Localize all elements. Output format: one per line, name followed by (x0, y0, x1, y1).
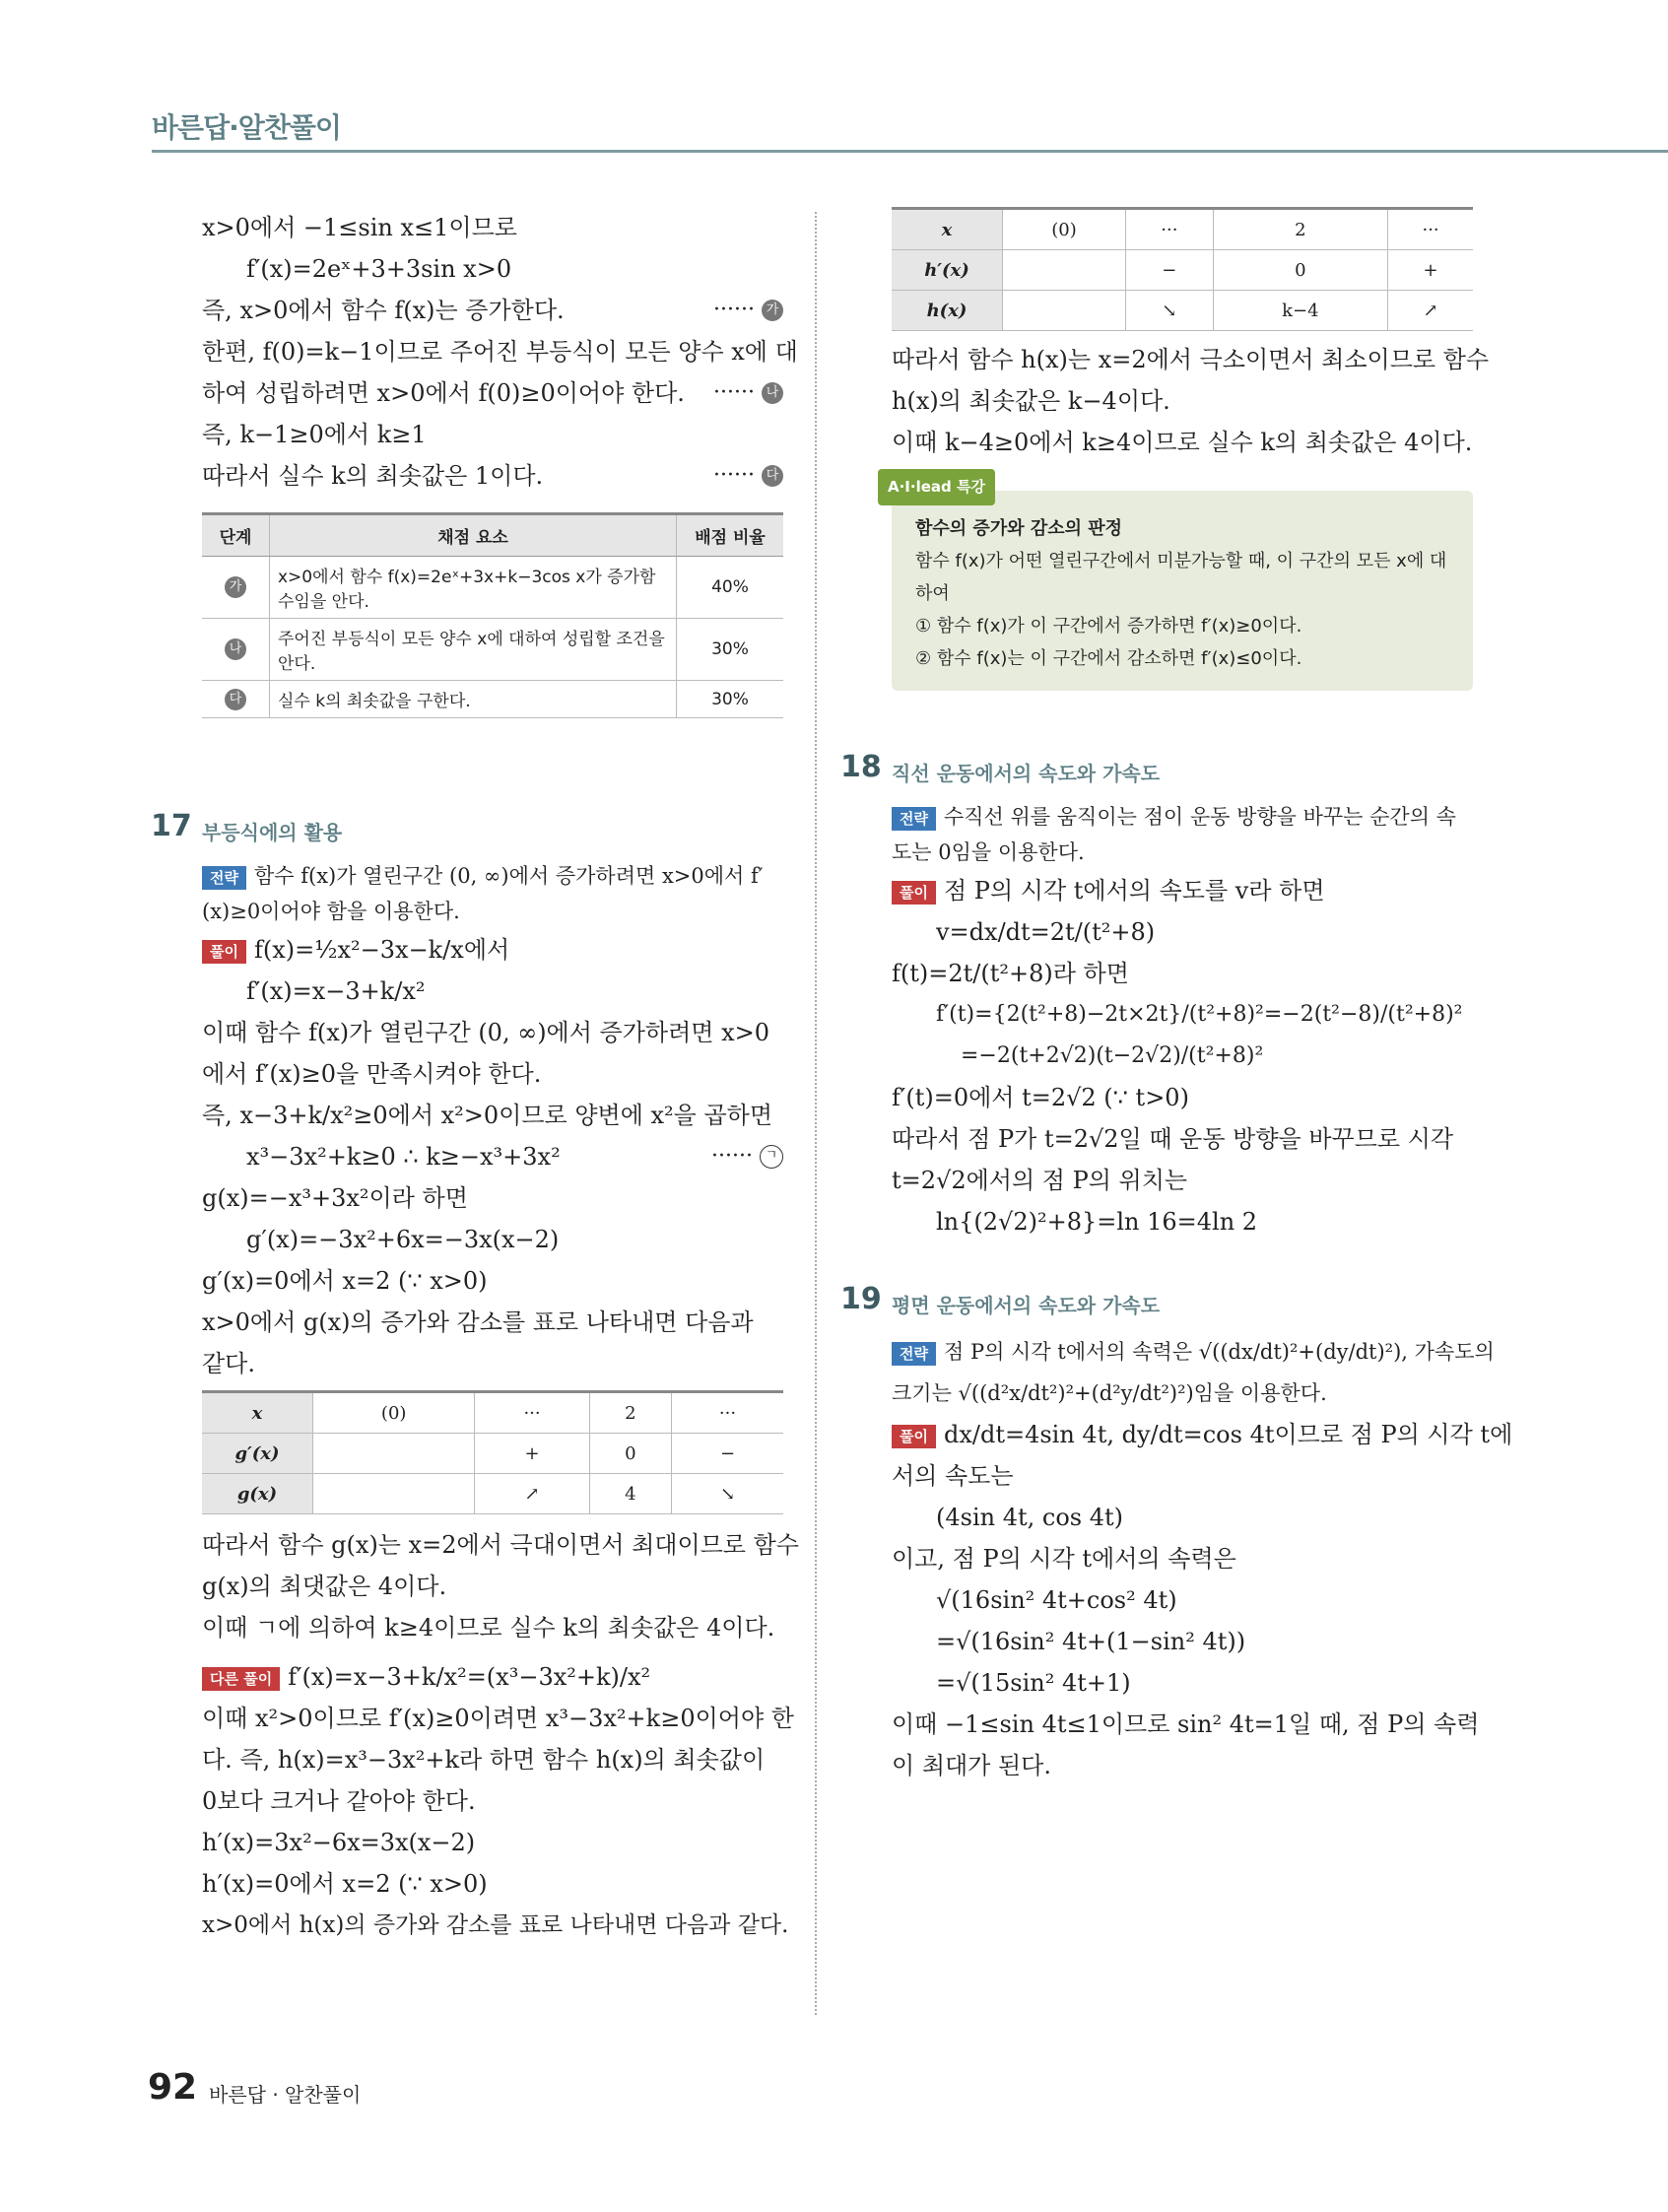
score-item: x>0에서 함수 f(x)=2eˣ+3x+k−3cos x가 증가함수임을 안다. (270, 557, 677, 619)
text-line: =−2(t+2√2)(t−2√2)/(t²+8)² (961, 1043, 1264, 1068)
score-header: 채점 요소 (270, 514, 677, 557)
table-cell (1003, 291, 1126, 331)
score-header: 단계 (202, 514, 270, 557)
table-cell: 2 (1213, 209, 1388, 250)
solution-tag: 풀이 (202, 940, 246, 964)
table-row (202, 1474, 783, 1514)
text-line: 하여 성립하려면 x>0에서 f(0)≥0이어야 한다. ······ 나 (202, 372, 783, 414)
text-line: h′(x)=3x²−6x=3x(x−2) (202, 1829, 476, 1856)
text-line: 이때 x²>0이므로 f′(x)≥0이려면 x³−3x²+k≥0이어야 한 (202, 1705, 794, 1732)
table-cell: (0) (1003, 209, 1126, 250)
strategy-tag: 전략 (202, 866, 246, 890)
table-cell: + (475, 1434, 589, 1474)
text-line: v=dx/dt=2t/(t²+8) (936, 918, 1156, 946)
equation-marker: ······ ㄱ (711, 1136, 783, 1177)
table-cell: − (672, 1434, 783, 1474)
page-number: 92 (148, 2067, 198, 2108)
column-separator (815, 212, 817, 2015)
text-line: =√(16sin² 4t+(1−sin² 4t)) (936, 1628, 1246, 1655)
text-line: 즉, k−1≥0에서 k≥1 (202, 421, 427, 448)
step-marker: ······ 다 (713, 455, 783, 497)
table-cell: ··· (1388, 209, 1473, 250)
strategy-tag: 전략 (892, 807, 936, 831)
step-badge: 가 (225, 576, 246, 598)
table-cell: 4 (589, 1474, 671, 1514)
tip-box (888, 478, 1473, 691)
text-line: √(16sin² 4t+cos² 4t) (936, 1586, 1177, 1614)
text-line: 같다. (202, 1350, 255, 1377)
table-cell: 2 (589, 1392, 671, 1434)
header-rule (152, 150, 1668, 153)
table-cell: ··· (475, 1392, 589, 1434)
tip-badge: A·I·lead 특강 (878, 469, 995, 505)
table-cell: ··· (672, 1392, 783, 1434)
table-row (202, 619, 783, 681)
score-header: 배점 비율 (677, 514, 784, 557)
tip-line: 함수 f(x)가 어떤 열린구간에서 미분가능할 때, 이 구간의 모든 x에 대 (915, 551, 1447, 571)
text-line: 즉, x>0에서 함수 f(x)는 증가한다. ······ 가 (202, 290, 783, 331)
table-row (892, 250, 1473, 291)
tip-line: ② 함수 f(x)는 이 구간에서 감소하면 f′(x)≤0이다. (915, 648, 1302, 669)
problem-title: 평면 운동에서의 속도와 가속도 (892, 1294, 1161, 1317)
table-cell (1003, 250, 1126, 291)
table-cell: 0 (1213, 250, 1388, 291)
score-ratio: 30% (677, 681, 784, 718)
problem-number: 18 (840, 750, 882, 784)
text-line: 즉, x−3+k/x²≥0에서 x²>0이므로 양변에 x²을 곱하면 (202, 1102, 773, 1129)
strategy-text: 전략 함수 f(x)가 열린구간 (0, ∞)에서 증가하려면 x>0에서 f′(x)≥0이어야 함을 이용한다. (202, 864, 764, 923)
tip-line: 하여 (915, 583, 950, 604)
text-line: 따라서 함수 g(x)는 x=2에서 극대이면서 최대이므로 함수 (202, 1531, 799, 1559)
text-line: h′(x)=0에서 x=2 (∵ x>0) (202, 1870, 488, 1898)
text-line: h(x)의 최솟값은 k−4이다. (892, 387, 1170, 415)
variation-table-g (202, 1390, 783, 1514)
text-line: g′(x)=0에서 x=2 (∵ x>0) (202, 1267, 488, 1295)
table-row (202, 681, 783, 718)
table-cell: ↗ (1388, 291, 1473, 331)
text-line: 다른 풀이 f′(x)=x−3+k/x²=(x³−3x²+k)/x² (202, 1656, 783, 1698)
solution-tag: 풀이 (892, 1425, 936, 1448)
table-cell: x (202, 1392, 313, 1434)
score-item: 주어진 부등식이 모든 양수 x에 대하여 성립할 조건을 안다. (270, 619, 677, 681)
text-line: g′(x)=−3x²+6x=−3x(x−2) (246, 1226, 560, 1253)
step-marker: ······ 가 (713, 290, 783, 331)
text-line: f′(t)={2(t²+8)−2t×2t}/(t²+8)²=−2(t²−8)/(t²+8)² (936, 1002, 1463, 1027)
table-cell: − (1126, 250, 1214, 291)
text-line: 0보다 크거나 같아야 한다. (202, 1787, 476, 1815)
problem-number: 17 (151, 809, 192, 843)
table-cell: ··· (1126, 209, 1214, 250)
table-cell: k−4 (1213, 291, 1388, 331)
table-cell: g′(x) (202, 1434, 313, 1474)
table-cell: (0) (313, 1392, 475, 1434)
text-line: f′(x)=x−3+k/x² (246, 977, 426, 1005)
problem-title: 직선 운동에서의 속도와 가속도 (892, 762, 1161, 785)
text-line: f′(t)=0에서 t=2√2 (∵ t>0) (892, 1084, 1189, 1111)
text-line: 에서 f′(x)≥0을 만족시켜야 한다. (202, 1060, 542, 1088)
text-line: 이때 k−4≥0에서 k≥4이므로 실수 k의 최솟값은 4이다. (892, 429, 1473, 456)
right-column (840, 207, 1513, 1786)
text-line: 풀이 dx/dt=4sin 4t, dy/dt=cos 4t이므로 점 P의 시각 t에 (892, 1414, 1473, 1455)
text-line: t=2√2에서의 점 P의 위치는 (892, 1167, 1188, 1194)
text-line: 한편, f(0)=k−1이므로 주어진 부등식이 모든 양수 x에 대 (202, 338, 798, 366)
table-row (202, 1392, 783, 1434)
strategy-text: 전략 수직선 위를 움직이는 점이 운동 방향을 바꾸는 순간의 속도는 0임을 이용한다. (892, 805, 1456, 864)
text-line: f(t)=2t/(t²+8)라 하면 (892, 960, 1129, 987)
table-cell (313, 1434, 475, 1474)
step-badge: 다 (225, 689, 246, 710)
text-line: 따라서 실수 k의 최솟값은 1이다. ······ 다 (202, 455, 783, 497)
text-line: 이고, 점 P의 시각 t에서의 속력은 (892, 1545, 1236, 1573)
table-cell: ↘ (672, 1474, 783, 1514)
problem-18-header (840, 750, 1473, 799)
solution-tag: 풀이 (892, 881, 936, 905)
score-ratio: 30% (677, 619, 784, 681)
text-line: g(x)=−x³+3x²이라 하면 (202, 1184, 468, 1212)
table-cell: x (892, 209, 1003, 250)
tip-line: ① 함수 f(x)가 이 구간에서 증가하면 f′(x)≥0이다. (915, 616, 1302, 637)
text-line: 이때 −1≤sin 4t≤1이므로 sin² 4t=1일 때, 점 P의 속력 (892, 1710, 1480, 1738)
text-line: 이 최대가 된다. (892, 1752, 1051, 1779)
table-row (202, 557, 783, 619)
text-line: g(x)의 최댓값은 4이다. (202, 1573, 447, 1600)
text-line: (4sin 4t, cos 4t) (936, 1504, 1123, 1531)
table-cell: ↗ (475, 1474, 589, 1514)
text-line: 풀이 점 P의 시각 t에서의 속도를 v라 하면 (892, 870, 1473, 911)
text-line: x>0에서 −1≤sin x≤1이므로 (202, 214, 517, 241)
variation-table-h (892, 207, 1473, 331)
score-item: 실수 k의 최솟값을 구한다. (270, 681, 677, 718)
table-cell: + (1388, 250, 1473, 291)
problem-number: 19 (840, 1282, 882, 1316)
table-cell: ↘ (1126, 291, 1214, 331)
step-badge: 나 (225, 638, 246, 660)
table-row (892, 209, 1473, 250)
text-line: 따라서 함수 h(x)는 x=2에서 극소이면서 최소이므로 함수 (892, 346, 1490, 373)
text-line: 이때 ㄱ에 의하여 k≥4이므로 실수 k의 최솟값은 4이다. (202, 1614, 775, 1642)
strategy-tag: 전략 (892, 1342, 936, 1366)
text-line: x³−3x²+k≥0 ∴ k≥−x³+3x² ······ ㄱ (202, 1136, 783, 1177)
header-title: 바른답·알찬풀이 (152, 111, 341, 144)
tip-title: 함수의 증가와 감소의 판정 (915, 518, 1123, 539)
problem-17-header (151, 809, 783, 858)
text-line: f′(x)=2eˣ+3+3sin x>0 (246, 255, 512, 283)
score-table (202, 512, 783, 718)
step-marker: ······ 나 (713, 372, 783, 414)
table-cell: 0 (589, 1434, 671, 1474)
alt-solution-tag: 다른 풀이 (202, 1667, 280, 1691)
problem-title: 부등식에의 활용 (202, 821, 343, 844)
strategy-text: 전략 점 P의 시각 t에서의 속력은 √((dx/dt)²+(dy/dt)²), 가속도의 (892, 1331, 1473, 1373)
text-line: 따라서 점 P가 t=2√2일 때 운동 방향을 바꾸므로 시각 (892, 1125, 1454, 1153)
text-line: 풀이 f(x)=½x²−3x−k/x에서 (202, 929, 783, 971)
table-cell (313, 1474, 475, 1514)
table-row (892, 291, 1473, 331)
table-cell: h(x) (892, 291, 1003, 331)
text-line: =√(15sin² 4t+1) (936, 1669, 1131, 1697)
left-column (151, 207, 799, 1946)
text-line: 서의 속도는 (892, 1462, 1014, 1490)
score-ratio: 40% (677, 557, 784, 619)
text-line: x>0에서 h(x)의 증가와 감소를 표로 나타내면 다음과 같다. (202, 1912, 789, 1938)
strategy-text: 크기는 √((d²x/dt²)²+(d²y/dt²)²)임을 이용한다. (892, 1381, 1327, 1405)
problem-19-header (840, 1282, 1473, 1331)
table-row (202, 1434, 783, 1474)
footer-label: 바른답 · 알찬풀이 (209, 2083, 362, 2107)
text-line: x>0에서 g(x)의 증가와 감소를 표로 나타내면 다음과 (202, 1308, 754, 1336)
text-line: 다. 즉, h(x)=x³−3x²+k라 하면 함수 h(x)의 최솟값이 (202, 1746, 766, 1774)
table-cell: h′(x) (892, 250, 1003, 291)
text-line: 이때 함수 f(x)가 열린구간 (0, ∞)에서 증가하려면 x>0 (202, 1019, 770, 1046)
table-cell: g(x) (202, 1474, 313, 1514)
text-line: ln{(2√2)²+8}=ln 16=4ln 2 (936, 1208, 1258, 1236)
